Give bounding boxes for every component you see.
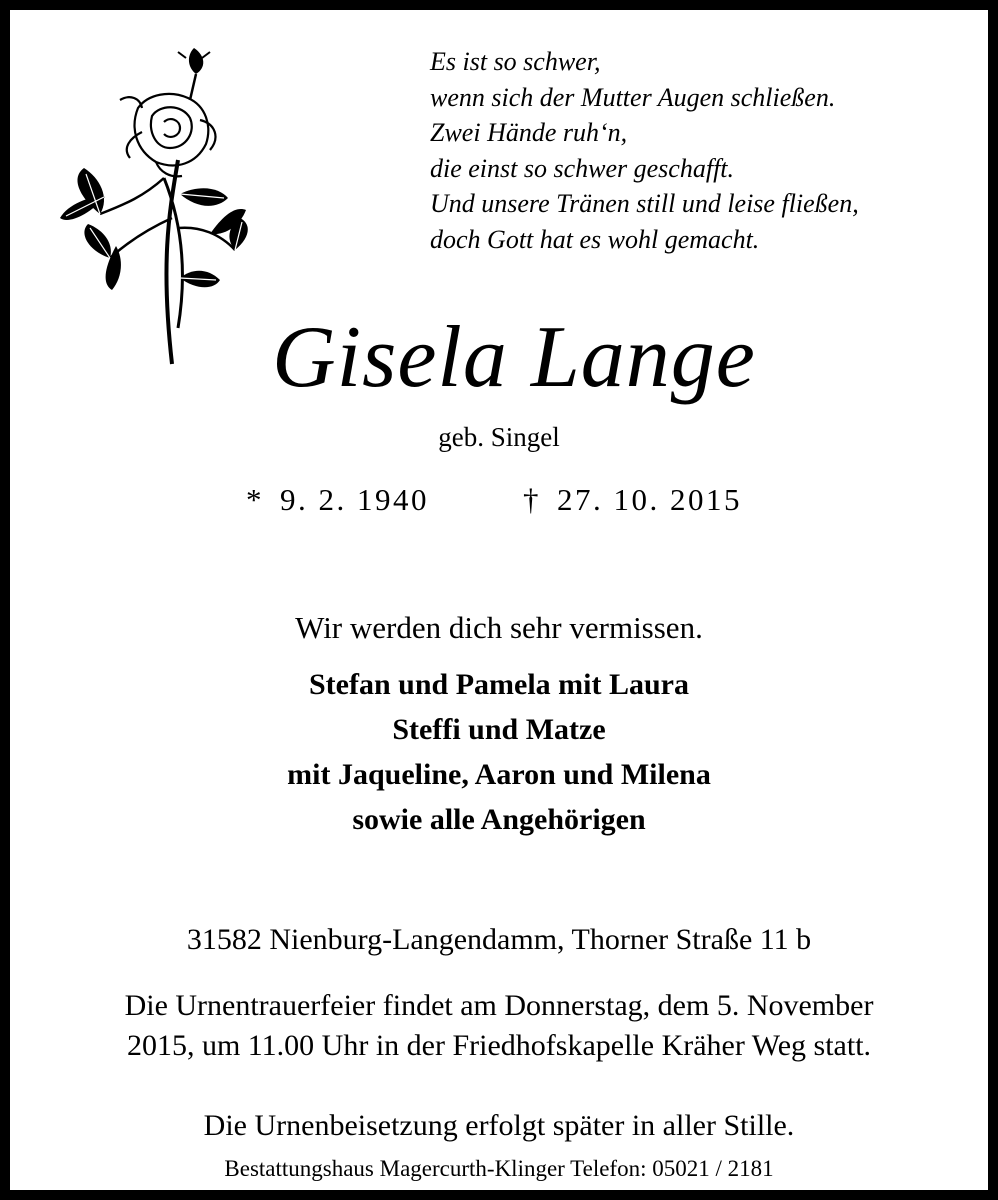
poem-line: Und unsere Tränen still und leise fließen, (430, 189, 859, 218)
farewell-message: Wir werden dich sehr vermissen. (295, 610, 703, 645)
death-date: 27. 10. 2015 (557, 482, 742, 517)
family-line: Stefan und Pamela mit Laura (308, 668, 689, 701)
family-line: Steffi und Matze (392, 713, 606, 746)
birth-date-line (246, 480, 429, 520)
maiden-name: geb. Singel (438, 422, 560, 452)
family-line: mit Jaqueline, Aaron und Milena (287, 758, 711, 791)
poem-line: Zwei Hände ruh‘n, (430, 118, 628, 147)
birth-date: 9. 2. 1940 (280, 482, 429, 517)
deceased-name: Gisela Lange (272, 309, 756, 406)
ceremony-line: Die Urnentrauerfeier findet am Donnerstag, dem 5. November (124, 989, 874, 1022)
poem-line: wenn sich der Mutter Augen schließen. (430, 82, 836, 112)
burial-info: Die Urnenbeisetzung erfolgt später in aller Stille. (203, 1109, 795, 1142)
birth-star-icon: * (246, 482, 262, 517)
ceremony-line: 2015, um 11.00 Uhr in der Friedhofskapelle Kräher Weg statt. (126, 1029, 872, 1062)
death-date-line (523, 480, 742, 520)
family-list (10, 662, 988, 842)
address: 31582 Nienburg-Langendamm, Thorner Straße 11 b (186, 923, 812, 956)
poem-line: doch Gott hat es wohl gemacht. (430, 224, 760, 254)
poem-line: die einst so schwer geschafft. (430, 153, 735, 183)
obituary-card (10, 10, 988, 1190)
ceremony-info (10, 986, 988, 1066)
poem-line: Es ist so schwer, (430, 47, 601, 76)
poem (430, 44, 859, 257)
death-cross-icon: † (523, 482, 539, 517)
funeral-home-footer: Bestattungshaus Magercurth-Klinger Telefon: 05021 / 2181 (224, 1156, 774, 1181)
family-line: sowie alle Angehörigen (352, 803, 646, 836)
